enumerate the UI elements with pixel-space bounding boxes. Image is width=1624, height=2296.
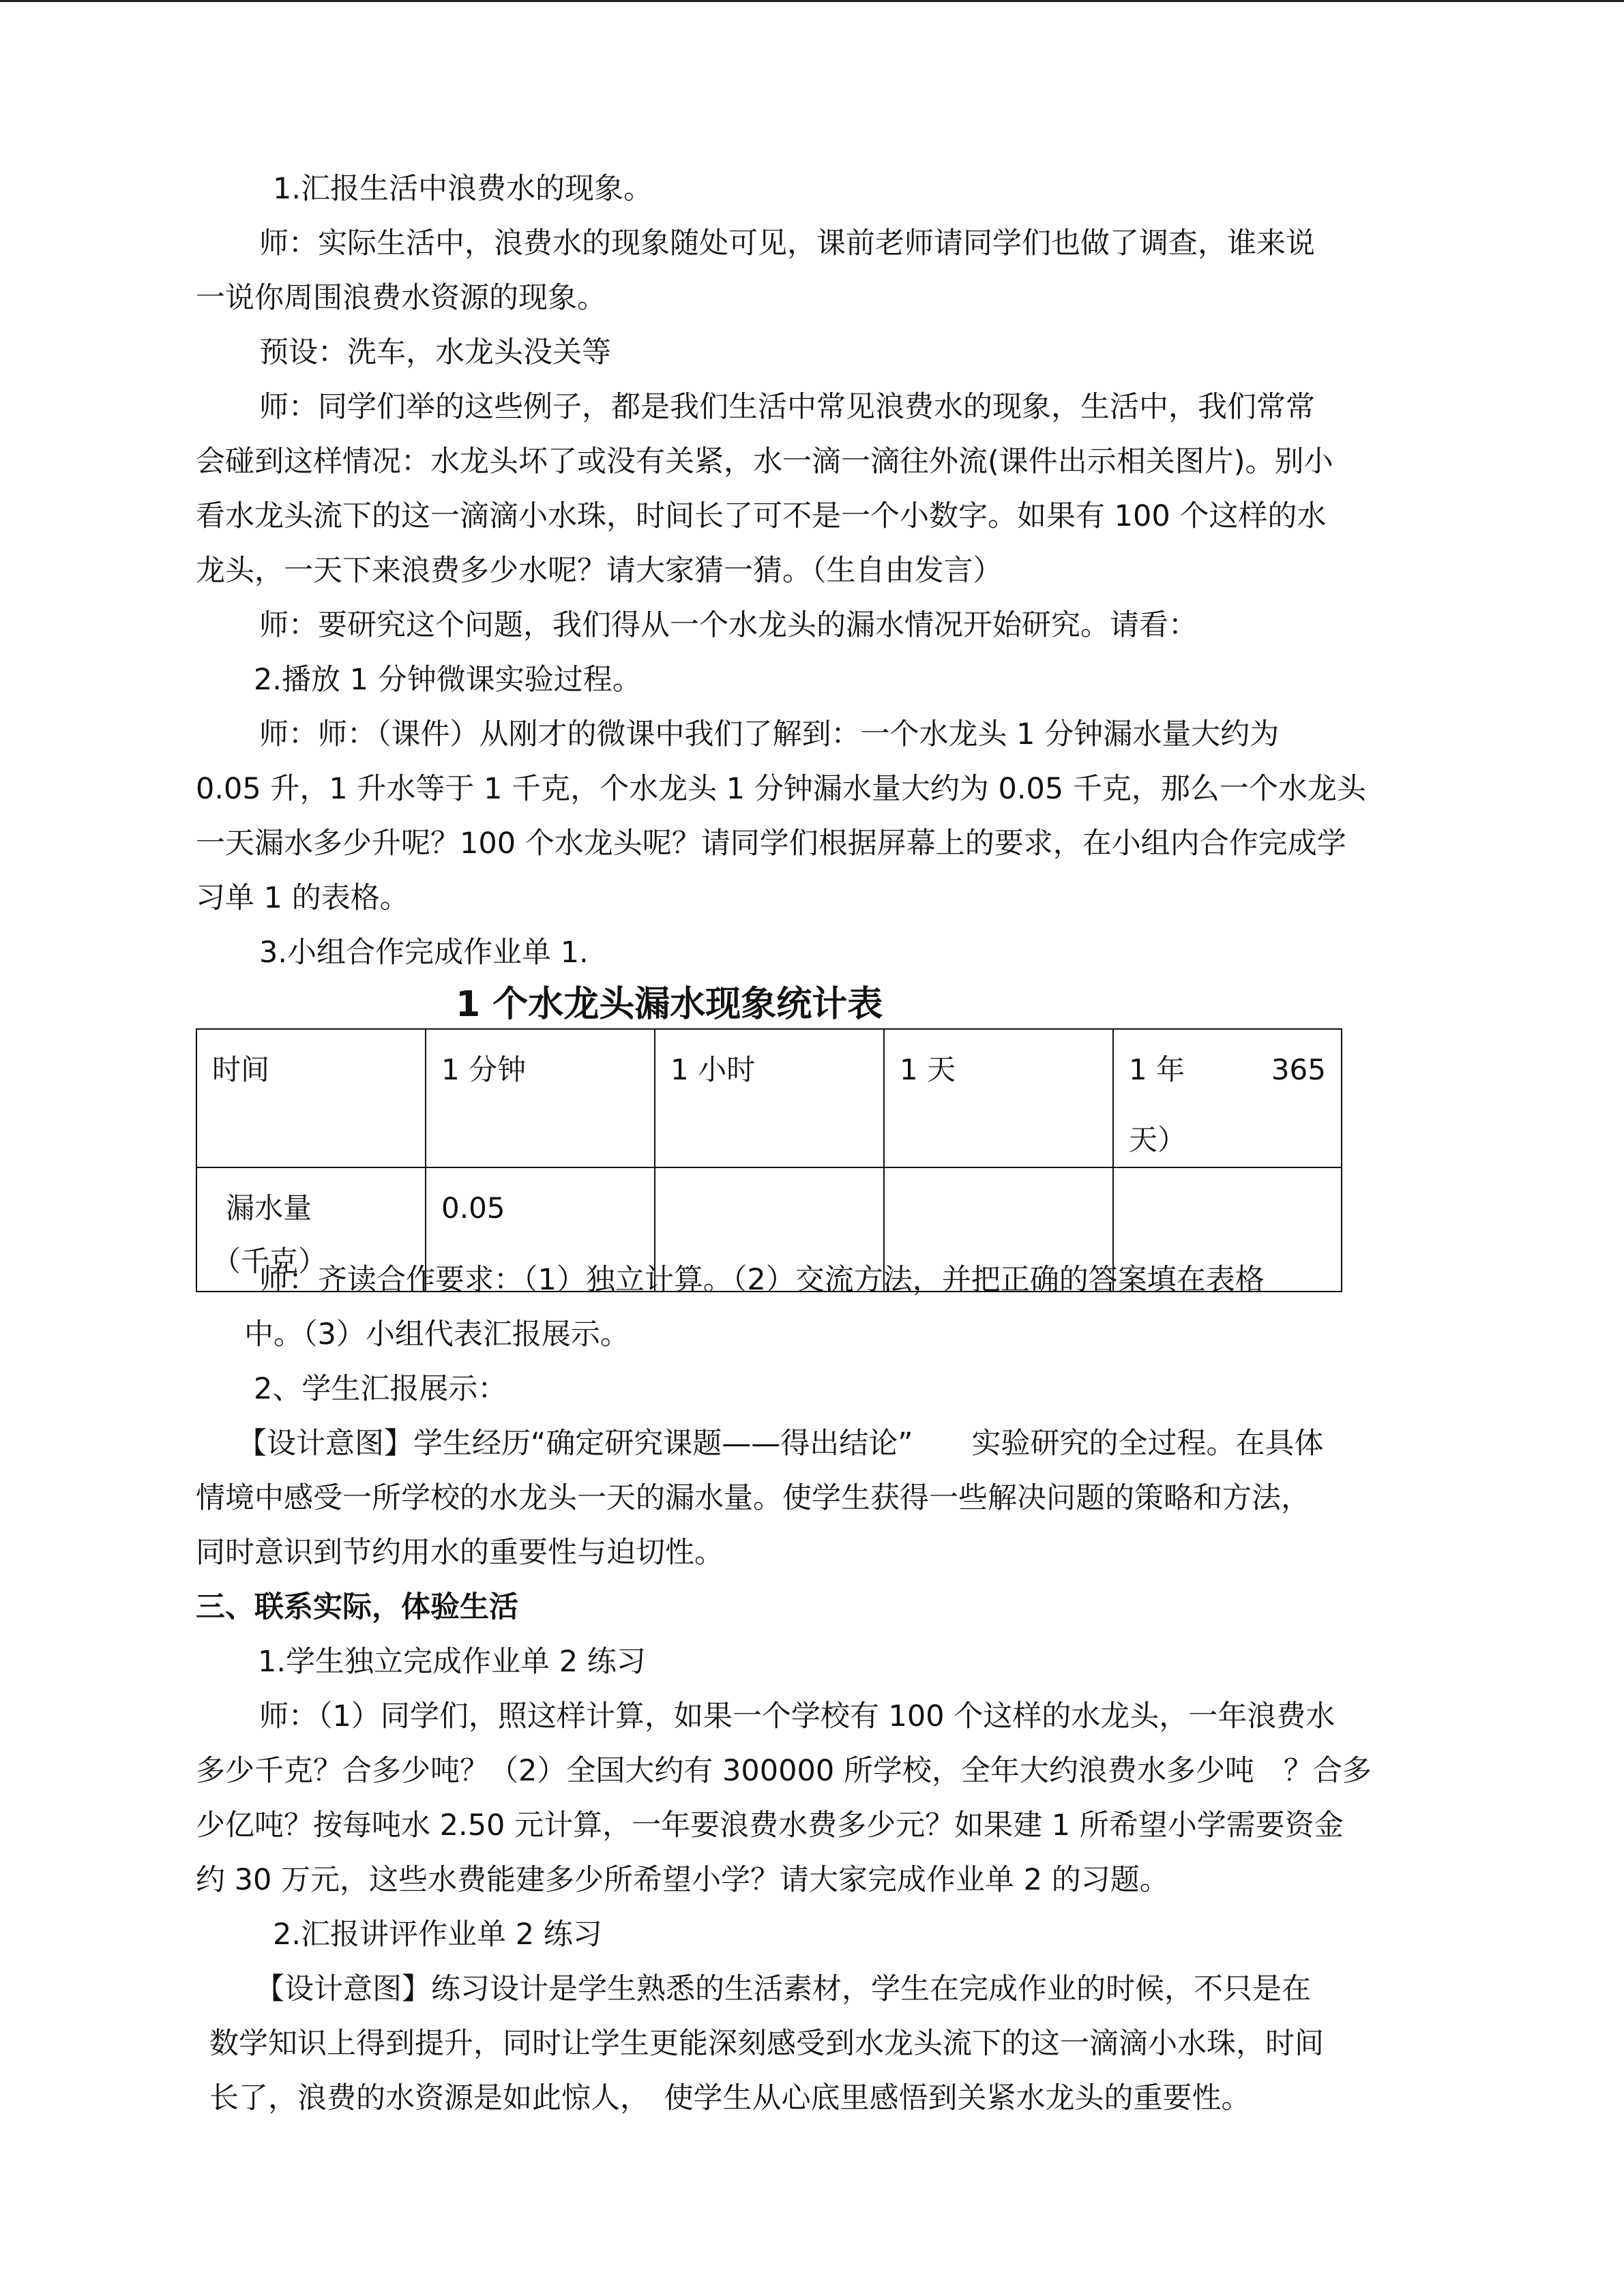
para-line: 一天漏水多少升呢？100 个水龙头呢？请同学们根据屏幕上的要求，在小组内合作完成学 <box>196 826 1346 861</box>
para-line: 师：同学们举的这些例子，都是我们生活中常见浪费水的现象，生活中，我们常常 <box>259 390 1315 424</box>
para-line: 2.播放 1 分钟微课实验过程。 <box>254 663 642 697</box>
para-line: 习单 1 的表格。 <box>196 881 409 915</box>
para-line: 1.汇报生活中浪费水的现象。 <box>273 172 653 206</box>
leak-label: 漏水量 <box>226 1191 312 1225</box>
para-line: 【设计意图】练习设计是学生熟悉的生活素材，学生在完成作业的时候，不只是在 <box>255 1972 1311 2006</box>
para-line: 1.学生独立完成作业单 2 练习 <box>258 1645 646 1679</box>
para-line: 【设计意图】学生经历“确定研究课题——得出结论” 实验研究的全过程。在具体 <box>237 1427 1324 1461</box>
table-row <box>196 1029 1342 1167</box>
para-line: 情境中感受一所学校的水龙头一天的漏水量。使学生获得一些解决问题的策略和方法， <box>196 1481 1310 1515</box>
para-line: 多少千克？合多少吨？（2）全国大约有 300000 所学校，全年大约浪费水多少吨 ？合多 <box>196 1754 1372 1788</box>
para-line: 师：师：（课件）从刚才的微课中我们了解到：一个水龙头 1 分钟漏水量大约为 <box>259 717 1280 751</box>
para-line: 师：实际生活中，浪费水的现象随处可见，课前老师请同学们也做了调查，谁来说 <box>259 226 1315 260</box>
para-line: 同时意识到节约用水的重要性与迫切性。 <box>196 1536 724 1570</box>
para-line: 0.05 升，1 升水等于 1 千克，个水龙头 1 分钟漏水量大约为 0.05 千克，那么一个水龙头 <box>196 772 1366 806</box>
year-days: 365 <box>1271 1053 1326 1086</box>
leak-stat-table <box>196 1028 1342 1292</box>
para-line: 师：（1）同学们，照这样计算，如果一个学校有 100 个这样的水龙头，一年浪费水 <box>259 1699 1335 1733</box>
para-line: 数学知识上得到提升，同时让学生更能深刻感受到水龙头流下的这一滴滴小水珠，时间 <box>209 2027 1324 2061</box>
value-cell-1min: 0.05 <box>426 1167 655 1292</box>
header-cell-1min: 1 分钟 <box>426 1029 655 1167</box>
para-line: 师：齐读合作要求：（1）独立计算。（2）交流方法，并把正确的答案填在表格 <box>259 1263 1265 1297</box>
para-line: 2.汇报讲评作业单 2 练习 <box>273 1918 602 1952</box>
para-line: 师：要研究这个问题，我们得从一个水龙头的漏水情况开始研究。请看： <box>259 608 1198 642</box>
header-cell-time: 时间 <box>196 1029 426 1167</box>
section-heading: 三、联系实际，体验生活 <box>196 1590 518 1624</box>
para-line: 长了，浪费的水资源是如此惊人， 使学生从心底里感悟到关紧水龙头的重要性。 <box>209 2081 1251 2115</box>
para-line: 看水龙头流下的这一滴滴小水珠，时间长了可不是一个小数字。如果有 100 个这样的水 <box>196 499 1327 533</box>
header-cell-1year <box>1113 1029 1342 1167</box>
para-line: 一说你周围浪费水资源的现象。 <box>196 281 606 315</box>
header-cell-1day: 1 天 <box>884 1029 1113 1167</box>
year-days-unit: 天） <box>1129 1123 1187 1157</box>
para-line: 约 30 万元，这些水费能建多少所希望小学？请大家完成作业单 2 的习题。 <box>196 1863 1169 1897</box>
leak-unit: （千克） <box>212 1244 327 1278</box>
para-line: 预设：洗车，水龙头没关等 <box>259 336 611 370</box>
para-line: 会碰到这样情况：水龙头坏了或没有关紧，水一滴一滴往外流(课件出示相关图片)。别小 <box>196 445 1333 479</box>
para-line: 龙头，一天下来浪费多少水呢？请大家猜一猜。（生自由发言） <box>196 554 1003 588</box>
para-line: 少亿吨？按每吨水 2.50 元计算，一年要浪费水费多少元？如果建 1 所希望小学需要资金 <box>196 1808 1344 1843</box>
para-line: 3.小组合作完成作业单 1. <box>259 936 589 970</box>
table-title: 1 个水龙头漏水现象统计表 <box>456 984 883 1025</box>
page-top-border <box>0 0 1624 2</box>
para-line: 2、学生汇报展示： <box>254 1372 507 1406</box>
year-label: 1 年 <box>1129 1053 1185 1086</box>
header-cell-1hour: 1 小时 <box>655 1029 884 1167</box>
para-line: 中。（3）小组代表汇报展示。 <box>244 1317 630 1352</box>
